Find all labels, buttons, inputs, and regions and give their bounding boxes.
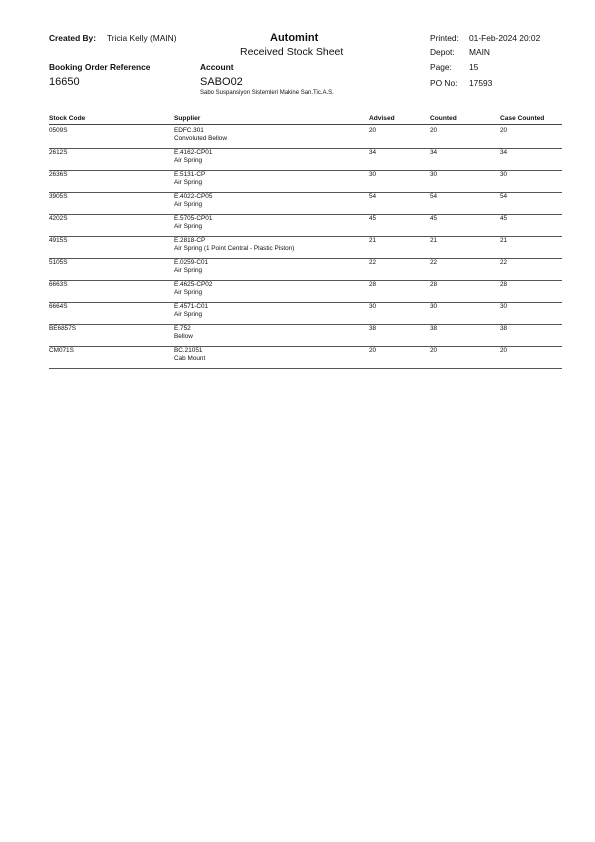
counted-qty: 28 — [430, 281, 438, 288]
item-description: Air Spring — [174, 156, 203, 164]
item-description: Cab Mount — [174, 354, 206, 362]
counted-qty: 30 — [430, 171, 438, 178]
advised-qty: 28 — [369, 281, 377, 288]
table-row — [49, 280, 562, 303]
printed-label: Printed: — [430, 33, 459, 43]
supplier-code: E.2818-CP — [174, 237, 206, 244]
table-row — [49, 302, 562, 325]
stock-code: 2636S — [49, 171, 68, 178]
supplier-code: BC.21051 — [174, 347, 203, 354]
stock-code: 5105S — [49, 259, 68, 266]
company-name: Automint — [270, 32, 319, 44]
col-counted: Counted — [430, 115, 457, 122]
col-supplier: Supplier — [174, 115, 201, 122]
stock-code: 2612S — [49, 149, 68, 156]
sheet-title: Received Stock Sheet — [240, 46, 344, 58]
table-row — [49, 192, 562, 215]
case-counted-qty: 28 — [500, 281, 508, 288]
page-value: 15 — [469, 62, 479, 72]
account-value: SABO02 — [200, 76, 243, 88]
supplier-code: E.4571-C01 — [174, 303, 209, 310]
stock-code: 4915S — [49, 237, 68, 244]
advised-qty: 20 — [369, 127, 377, 134]
table-row — [49, 324, 562, 347]
item-description: Air Spring — [174, 200, 203, 208]
table-row — [49, 148, 562, 171]
table-row — [49, 236, 562, 259]
advised-qty: 54 — [369, 193, 377, 200]
col-advised: Advised — [369, 115, 395, 122]
header-divider — [49, 124, 562, 125]
created-by-label: Created By: — [49, 33, 97, 43]
stock-code: BE6857S — [49, 325, 77, 332]
advised-qty: 30 — [369, 303, 377, 310]
counted-qty: 21 — [430, 237, 438, 244]
booking-ref-label: Booking Order Reference — [49, 62, 151, 72]
stock-code: CM071S — [49, 347, 74, 354]
depot-label: Depot: — [430, 47, 455, 57]
case-counted-qty: 34 — [500, 149, 508, 156]
item-description: Air Spring — [174, 288, 203, 296]
po-label: PO No: — [430, 78, 458, 88]
col-stock-code: Stock Code — [49, 115, 86, 122]
stock-code: 6664S — [49, 303, 68, 310]
supplier-code: E.4162-CP01 — [174, 149, 213, 156]
case-counted-qty: 30 — [500, 171, 508, 178]
item-description: Air Spring — [174, 178, 203, 186]
supplier-code: E.5705-CP01 — [174, 215, 213, 222]
item-description: Air Spring (1 Point Central - Plastic Piston) — [174, 244, 295, 252]
counted-qty: 34 — [430, 149, 438, 156]
booking-ref-value: 16650 — [49, 76, 80, 88]
supplier-code: E.752 — [174, 325, 191, 332]
supplier-code: E.4625-CP02 — [174, 281, 213, 288]
counted-qty: 38 — [430, 325, 438, 332]
case-counted-qty: 54 — [500, 193, 508, 200]
counted-qty: 45 — [430, 215, 438, 222]
advised-qty: 34 — [369, 149, 377, 156]
stock-code: 6663S — [49, 281, 68, 288]
advised-qty: 38 — [369, 325, 377, 332]
po-value: 17593 — [469, 78, 493, 88]
supplier-code: E.5131-CP — [174, 171, 206, 178]
case-counted-qty: 20 — [500, 347, 508, 354]
stock-code: 0509S — [49, 127, 68, 134]
case-counted-qty: 21 — [500, 237, 508, 244]
counted-qty: 20 — [430, 347, 438, 354]
advised-qty: 45 — [369, 215, 377, 222]
advised-qty: 30 — [369, 171, 377, 178]
stock-code: 4202S — [49, 215, 68, 222]
counted-qty: 30 — [430, 303, 438, 310]
col-case-counted: Case Counted — [500, 115, 545, 122]
item-description: Bellow — [174, 332, 193, 340]
advised-qty: 22 — [369, 259, 377, 266]
created-by-value: Tricia Kelly (MAIN) — [107, 33, 177, 43]
case-counted-qty: 45 — [500, 215, 508, 222]
table-row — [49, 346, 562, 369]
item-description: Convoluted Bellow — [174, 134, 227, 142]
case-counted-qty: 20 — [500, 127, 508, 134]
account-name: Sabo Suspansiyon Sistemleri Makine San.Tic.A.S. — [200, 90, 334, 96]
stock-code: 3905S — [49, 193, 68, 200]
counted-qty: 20 — [430, 127, 438, 134]
depot-value: MAIN — [469, 47, 490, 57]
counted-qty: 22 — [430, 259, 438, 266]
item-description: Air Spring — [174, 266, 203, 274]
case-counted-qty: 30 — [500, 303, 508, 310]
printed-value: 01-Feb-2024 20:02 — [469, 33, 541, 43]
table-row — [49, 126, 562, 149]
advised-qty: 20 — [369, 347, 377, 354]
page-label: Page: — [430, 62, 452, 72]
item-description: Air Spring — [174, 310, 203, 318]
item-description: Air Spring — [174, 222, 203, 230]
table-row — [49, 214, 562, 237]
table-row — [49, 258, 562, 281]
counted-qty: 54 — [430, 193, 438, 200]
case-counted-qty: 38 — [500, 325, 508, 332]
case-counted-qty: 22 — [500, 259, 508, 266]
account-label: Account — [200, 62, 234, 72]
advised-qty: 21 — [369, 237, 377, 244]
table-row — [49, 170, 562, 193]
supplier-code: E.4022-CP05 — [174, 193, 213, 200]
supplier-code: E.0259-C01 — [174, 259, 209, 266]
supplier-code: EDFC.301 — [174, 127, 204, 134]
